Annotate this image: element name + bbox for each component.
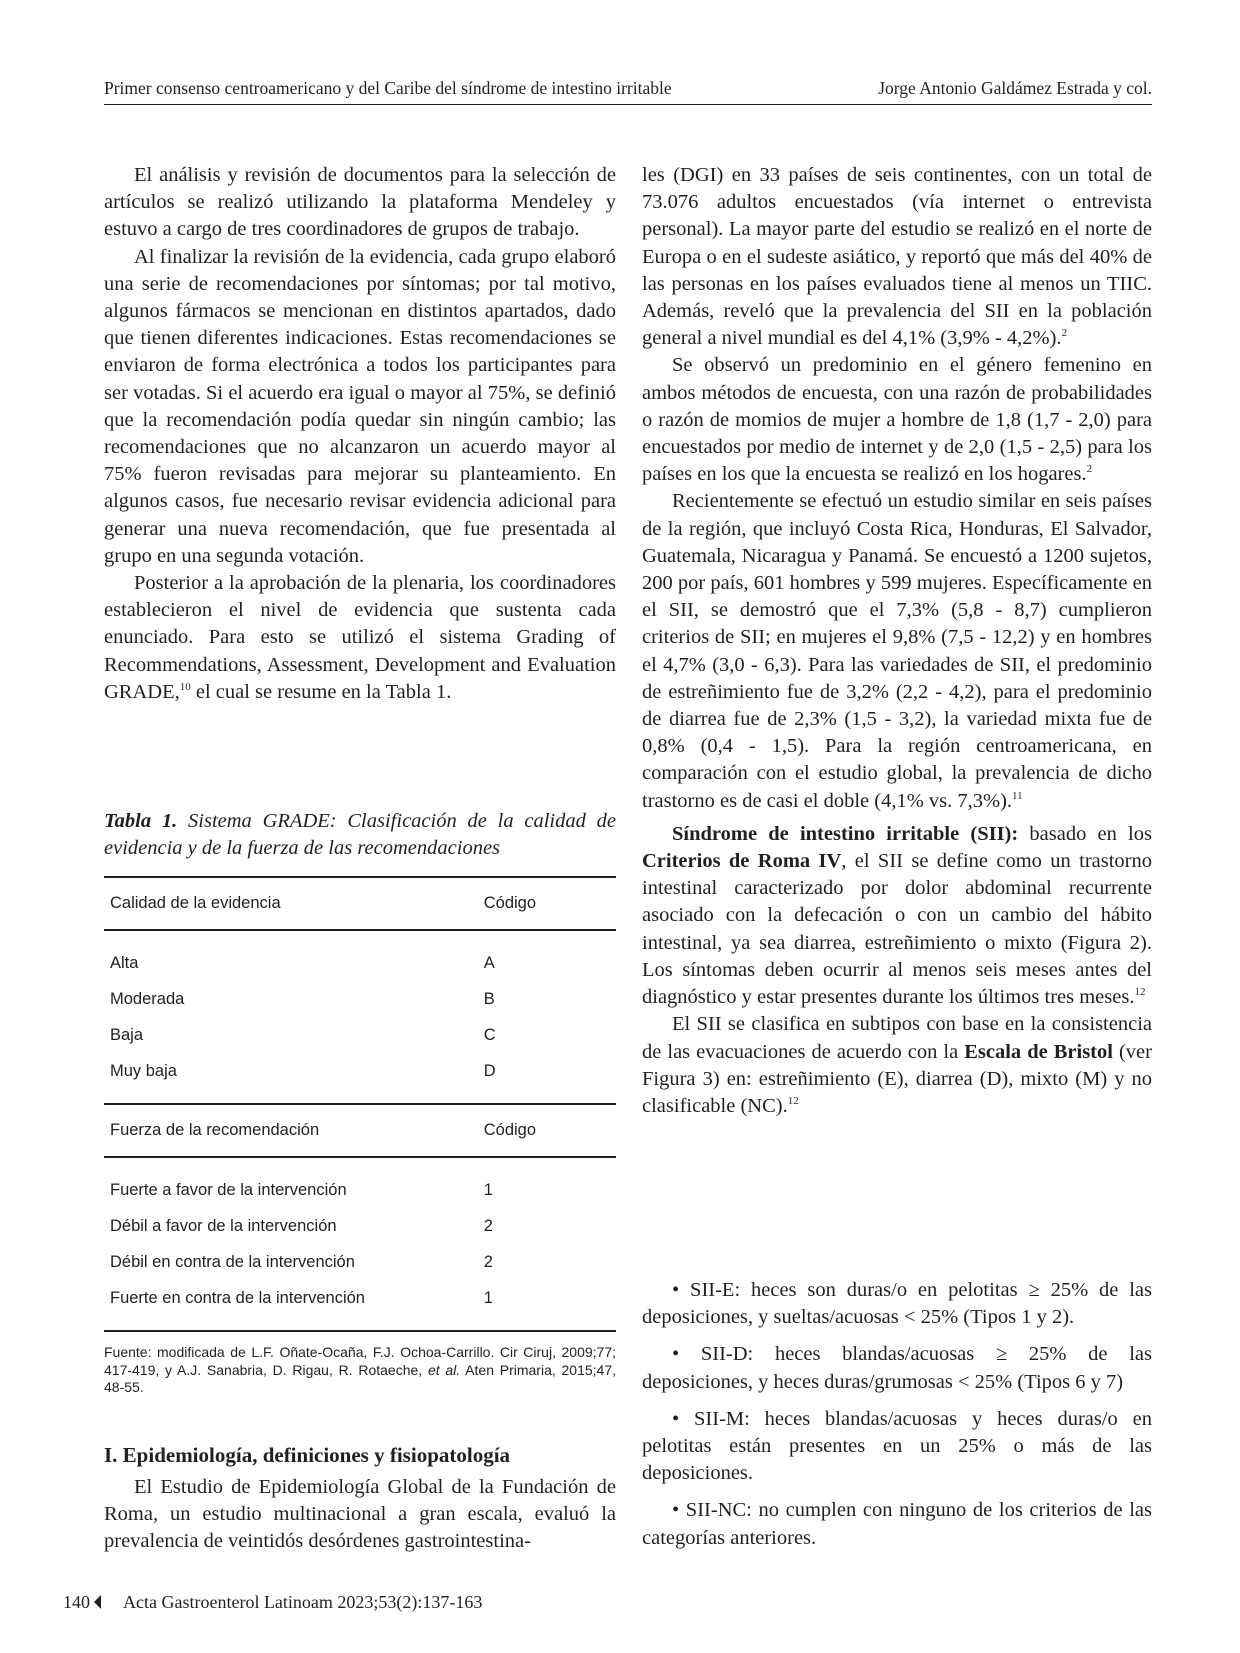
paragraph: El análisis y revisión de documentos para la selección de artículos se realizó utilizando la plataforma Mendeley y estuvo a cargo de tres coordinadores de grupos de trabajo. — [104, 164, 616, 241]
table-caption: Tabla 1. Sistema GRADE: Clasificación de la calidad de evidencia y de la fuerza de las recomendaciones — [104, 810, 616, 859]
journal-citation: Acta Gastroenterol Latinoam 2023;53(2):137-163 — [123, 1592, 483, 1612]
citation-ref: 2 — [1086, 463, 1093, 476]
page-footer — [63, 1592, 482, 1613]
table-header-row — [104, 877, 616, 930]
column-header: Fuerza de la recomendación — [104, 1104, 478, 1157]
citation-ref: 2 — [1061, 327, 1068, 340]
grade-table — [104, 876, 616, 1332]
table-row: Alta A — [110, 953, 495, 972]
table-row: Moderada B — [110, 989, 495, 1008]
page-number: 140 — [63, 1592, 90, 1612]
column-header: Calidad de la evidencia — [104, 877, 478, 930]
left-column — [104, 162, 616, 706]
list-item: • SII-D: heces blandas/acuosas ≥ 25% de las deposiciones, y heces duras/grumosas < 25% (Tipos 6 y 7) — [642, 1343, 1152, 1393]
right-column — [642, 162, 1152, 1120]
header-authors: Jorge Antonio Galdámez Estrada y col. — [878, 78, 1152, 98]
paragraph: Al finalizar la revisión de la evidencia, cada grupo elaboró una serie de recomendaciones por síntomas; por tal motivo, algunos fármacos se mencionan en distintos apartados, dado que tienen diferentes indicaciones. Estas recomendaciones se enviaron de forma electrónica a todos los participantes para ser votadas. Si el acuerdo era igual o mayor al 75%, se definió que la recomendación podía quedar sin ningún cambio; las recomendaciones que no alcanzaron un acuerdo mayor al 75% fueron revisadas para mejorar su planteamiento. En algunos casos, fue necesario revisar evidencia adicional para generar una nueva recomendación, que fue presentada al grupo en una segunda votación. — [104, 245, 616, 567]
table-row: Baja C — [110, 1025, 496, 1044]
table-header-row — [104, 1104, 616, 1157]
triangle-left-icon — [94, 1595, 101, 1609]
table-row: Fuerte en contra de la intervención 1 — [110, 1288, 493, 1307]
paragraph: Recientemente se efectuó un estudio similar en seis países de la región, que incluyó Costa Rica, Honduras, El Salvador, Guatemala, Nicaragua y Panamá. Se encuestó a 1200 sujetos, 200 por país, 601 hombres y 599 mujeres. Específicamente en el SII, se demostró que el 7,3% (5,8 - 8,7) cumplieron criterios de SII; en mujeres el 9,8% (7,5 - 12,2) y en hombres el 4,7% (3,0 - 6,3). Para las variedades de SII, el predominio de estreñimiento fue de 3,2% (2,2 - 4,2), para el predominio de diarrea fue de 2,3% (1,5 - 3,2), la variedad mixta fue de 0,8% (0,4 - 1,5). Para la región centroamericana, en comparación con el estudio global, la prevalencia de dicho trastorno es de casi el doble (4,1% vs. 7,3%).$^{11}$ — [642, 490, 1152, 812]
table-1 — [104, 808, 616, 1397]
table-source: Fuente: modificada de L.F. Oñate-Ocaña, F.J. Ochoa-Carrillo. Cir Ciruj, 2009;77; 417-419, y A.J. Sanabria, D. Rigau, R. Rotaeche, et al. Aten Primaria, 2015;47, 48-55. — [104, 1344, 617, 1395]
section-body — [104, 1474, 616, 1556]
paragraph: Síndrome de intestino irritable (SII): basado en los Criterios de Roma IV, el SII se define como un trastorno intestinal caracterizado por dolor abdominal recurrente asociado con la defecación o con un cambio del hábito intestinal, ya sea diarrea, estreñimiento o mixto (Figura 2). Los síntomas deben ocurrir al menos seis meses antes del diagnóstico y estar presentes durante los últimos tres meses.$^{12}$ — [642, 822, 1152, 1009]
paragraph: Se observó un predominio en el género femenino en ambos métodos de encuesta, con una razón de probabilidades o razón de momios de mujer a hombre de 1,8 (1,7 - 2,0) para encuestados por medio de internet y de 2,0 (1,5 - 2,5) para los países en los que la encuesta se realizó en los hogares.$^2$ — [642, 354, 1152, 486]
table-row: Fuerte a favor de la intervención 1 — [110, 1180, 493, 1199]
paragraph: El SII se clasifica en subtipos con base en la consistencia de las evacuaciones de acuerdo con la Escala de Bristol (ver Figura 3) en: estreñimiento (E), diarrea (D), mixto (M) y no clasificable (NC).$^{12}$ — [642, 1013, 1152, 1117]
header-title: Primer consenso centroamericano y del Caribe del síndrome de intestino irritable — [104, 78, 672, 98]
paragraph: les (DGI) en 33 países de seis continentes, con un total de 73.076 adultos encuestados (vía internet o entrevista personal). La mayor parte del estudio se realizó en el norte de Europa o en el sudeste asiático, y reportó que más del 40% de las personas en los países evaluados tiene al menos un TIIC. Además, reveló que la prevalencia del SII en la población general a nivel mundial es del 4,1% (3,9% - 4,2%).$^2$ — [642, 164, 1152, 350]
table-row: Débil a favor de la intervención 2 — [110, 1216, 493, 1235]
citation-ref: 12 — [1134, 986, 1146, 999]
subtype-list — [642, 1277, 1152, 1562]
list-item: • SII-NC: no cumplen con ninguno de los criterios de las categorías anteriores. — [642, 1499, 1152, 1549]
column-header: Código — [478, 1104, 616, 1157]
list-item: • SII-M: heces blandas/acuosas y heces duras/o en pelotitas están presentes en un 25% o más de las deposiciones. — [642, 1407, 1152, 1485]
citation-ref: 10 — [179, 681, 191, 694]
list-item: • SII-E: heces son duras/o en pelotitas ≥ 25% de las deposiciones, y sueltas/acuosas < 25% (Tipos 1 y 2). — [642, 1279, 1152, 1329]
section-heading: I. Epidemiología, definiciones y fisiopatología — [104, 1443, 511, 1467]
table-row: Débil en contra de la intervención 2 — [110, 1252, 493, 1271]
citation-ref: 12 — [787, 1095, 799, 1108]
table-row: Muy baja D — [110, 1061, 496, 1080]
running-header — [104, 76, 1152, 105]
paragraph: El Estudio de Epidemiología Global de la Fundación de Roma, un estudio multinacional a gran escala, evaluó la prevalencia de veintidós desórdenes gastrointestina- — [104, 1476, 616, 1553]
paragraph: Posterior a la aprobación de la plenaria, los coordinadores establecieron el nivel de evidencia que sustenta cada enunciado. Para esto se utilizó el sistema Grading of Recommendations, Assessment, Development and Evaluation GRADE,$^{10}$ el cual se resume en la Tabla 1. — [104, 572, 616, 703]
citation-ref: 11 — [1012, 789, 1023, 802]
column-header: Código — [478, 877, 616, 930]
